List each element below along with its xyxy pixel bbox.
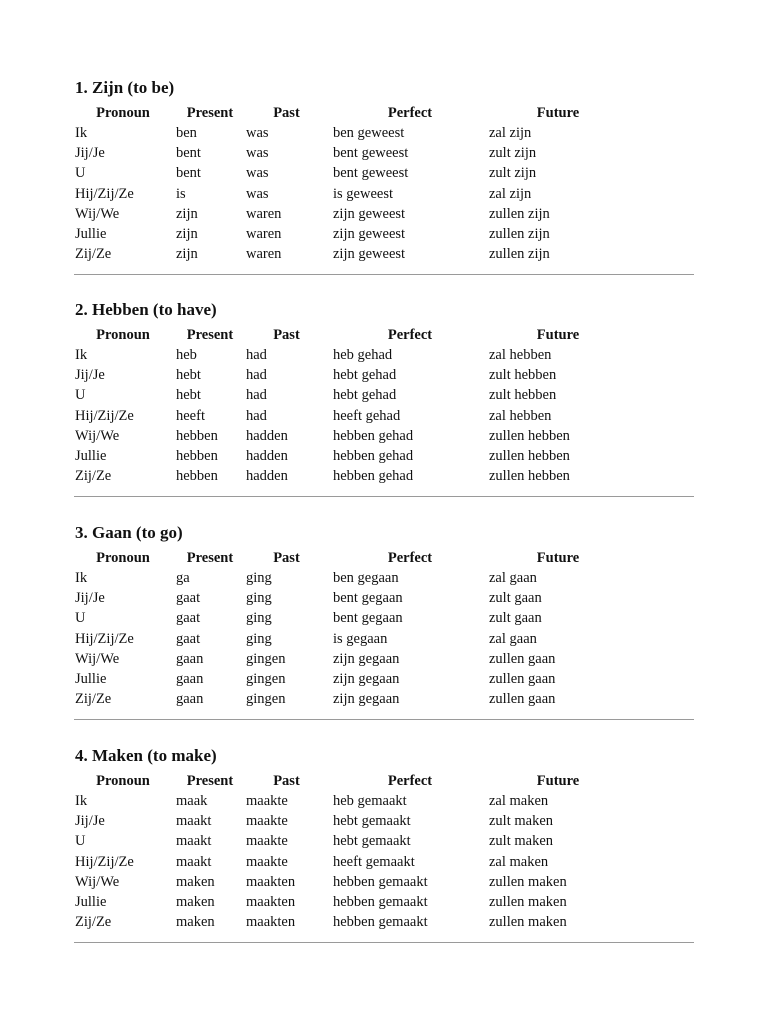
pronoun-cell: Jij/Je <box>75 590 105 607</box>
future-cell: zullen hebben <box>489 427 570 444</box>
present-cell: heeft <box>176 407 205 424</box>
present-cell: bent <box>176 145 201 162</box>
header-present: Present <box>186 550 234 566</box>
perfect-cell: ben gegaan <box>333 570 399 586</box>
perfect-cell: zijn geweest <box>333 205 406 222</box>
present-cell: gaat <box>176 630 201 647</box>
header-perfect: Perfect <box>387 773 433 789</box>
past-cell: was <box>246 145 269 162</box>
present-cell: zijn <box>176 246 198 263</box>
conjugation-table <box>74 548 694 709</box>
table-body <box>74 123 694 264</box>
present-cell: zijn <box>176 205 198 222</box>
pronoun-cell: Wij/We <box>75 873 120 890</box>
pronoun-cell: Jullie <box>75 448 107 465</box>
table-row <box>74 872 694 892</box>
table-row <box>74 184 694 204</box>
past-cell: gingen <box>246 650 286 667</box>
perfect-cell: heb gehad <box>333 347 393 363</box>
pronoun-cell: Hij/Zij/Ze <box>75 630 134 647</box>
header-perfect: Perfect <box>387 327 433 343</box>
present-cell: maak <box>176 793 208 809</box>
past-cell: had <box>246 367 267 384</box>
future-cell: zal maken <box>489 793 549 809</box>
conjugation-table <box>74 771 694 932</box>
present-cell: maakt <box>176 813 212 830</box>
pronoun-cell: Jullie <box>75 226 107 243</box>
section-title: 3. Gaan (to go) <box>75 523 183 542</box>
past-cell: ging <box>246 610 272 627</box>
perfect-cell: hebt gemaakt <box>333 813 411 830</box>
future-cell: zult gaan <box>489 590 542 607</box>
past-cell: maakten <box>246 894 296 911</box>
present-cell: hebt <box>176 367 201 384</box>
future-cell: zal zijn <box>489 185 532 202</box>
perfect-cell: hebben gemaakt <box>333 894 428 911</box>
table-row <box>74 811 694 831</box>
future-cell: zult hebben <box>489 387 557 404</box>
section-divider <box>74 942 694 943</box>
pronoun-cell: U <box>75 165 86 182</box>
table-row <box>74 244 694 264</box>
header-future: Future <box>536 105 580 121</box>
conjugation-table <box>74 103 694 264</box>
table-row <box>74 466 694 486</box>
header-future: Future <box>536 550 580 566</box>
present-cell: bent <box>176 165 201 182</box>
header-future: Future <box>536 773 580 789</box>
perfect-cell: bent gegaan <box>333 590 403 607</box>
past-cell: maakte <box>246 793 288 809</box>
pronoun-cell: Ik <box>75 793 88 809</box>
past-cell: maakten <box>246 873 296 890</box>
past-cell: maakte <box>246 853 288 870</box>
table-header-row <box>74 325 694 345</box>
table-row <box>74 568 694 588</box>
future-cell: zullen maken <box>489 914 567 931</box>
perfect-cell: hebben gemaakt <box>333 873 428 890</box>
pronoun-cell: Zij/Ze <box>75 691 112 708</box>
past-cell: was <box>246 185 269 202</box>
table-row <box>74 629 694 649</box>
pronoun-cell: Jullie <box>75 894 107 911</box>
header-past: Past <box>273 773 300 789</box>
future-cell: zal hebben <box>489 347 552 363</box>
present-cell: gaan <box>176 650 204 667</box>
table-row <box>74 608 694 628</box>
past-cell: ging <box>246 590 272 607</box>
section-title: 1. Zijn (to be) <box>75 78 175 97</box>
past-cell: gingen <box>246 691 286 708</box>
pronoun-cell: U <box>75 833 86 850</box>
perfect-cell: zijn geweest <box>333 246 406 263</box>
past-cell: maakten <box>246 914 296 931</box>
perfect-cell: heeft gehad <box>333 407 401 424</box>
header-pronoun: Pronoun <box>96 105 150 121</box>
past-cell: waren <box>246 226 282 243</box>
header-present: Present <box>186 105 234 121</box>
pronoun-cell: Hij/Zij/Ze <box>75 407 134 424</box>
present-cell: hebben <box>176 427 218 444</box>
future-cell: zult maken <box>489 833 554 850</box>
past-cell: waren <box>246 205 282 222</box>
section-divider <box>74 274 694 275</box>
past-cell: maakte <box>246 813 288 830</box>
table-row <box>74 912 694 932</box>
pronoun-cell: Ik <box>75 570 88 586</box>
past-cell: ging <box>246 570 272 586</box>
past-cell: waren <box>246 246 282 263</box>
past-cell: had <box>246 407 267 424</box>
present-cell: maken <box>176 914 215 931</box>
past-cell: had <box>246 347 267 363</box>
pronoun-cell: Jij/Je <box>75 145 105 162</box>
past-cell: hadden <box>246 468 288 485</box>
perfect-cell: hebben gehad <box>333 427 414 444</box>
perfect-cell: bent geweest <box>333 165 409 182</box>
table-row <box>74 224 694 244</box>
table-row <box>74 365 694 385</box>
pronoun-cell: Wij/We <box>75 650 120 667</box>
header-present: Present <box>186 327 234 343</box>
table-row <box>74 588 694 608</box>
header-future: Future <box>536 327 580 343</box>
conjugation-table <box>74 325 694 486</box>
section-title: 2. Hebben (to have) <box>75 300 217 319</box>
future-cell: zult gaan <box>489 610 542 627</box>
pronoun-cell: Ik <box>75 125 88 141</box>
pronoun-cell: Jij/Je <box>75 367 105 384</box>
pronoun-cell: Zij/Ze <box>75 246 112 263</box>
perfect-cell: bent gegaan <box>333 610 403 627</box>
perfect-cell: hebben gehad <box>333 468 414 485</box>
future-cell: zal zijn <box>489 125 532 141</box>
perfect-cell: zijn gegaan <box>333 650 400 667</box>
present-cell: maken <box>176 894 215 911</box>
perfect-cell: zijn geweest <box>333 226 406 243</box>
pronoun-cell: Wij/We <box>75 427 120 444</box>
table-row <box>74 204 694 224</box>
table-row <box>74 143 694 163</box>
future-cell: zullen maken <box>489 894 567 911</box>
section-divider <box>74 719 694 720</box>
table-row <box>74 831 694 851</box>
pronoun-cell: Ik <box>75 347 88 363</box>
header-perfect: Perfect <box>387 550 433 566</box>
present-cell: hebt <box>176 387 201 404</box>
header-pronoun: Pronoun <box>96 773 150 789</box>
past-cell: ging <box>246 630 272 647</box>
present-cell: maakt <box>176 833 212 850</box>
table-row <box>74 669 694 689</box>
past-cell: was <box>246 125 269 141</box>
perfect-cell: zijn gegaan <box>333 691 400 708</box>
future-cell: zult zijn <box>489 165 537 182</box>
table-row <box>74 426 694 446</box>
future-cell: zullen gaan <box>489 650 556 667</box>
present-cell: gaat <box>176 610 201 627</box>
present-cell: zijn <box>176 226 198 243</box>
perfect-cell: hebben gehad <box>333 448 414 465</box>
future-cell: zal maken <box>489 853 549 870</box>
table-header-row <box>74 103 694 123</box>
pronoun-cell: Wij/We <box>75 205 120 222</box>
perfect-cell: hebt gehad <box>333 387 397 404</box>
future-cell: zullen zijn <box>489 205 550 222</box>
present-cell: is <box>176 185 186 202</box>
pronoun-cell: U <box>75 387 86 404</box>
table-row <box>74 852 694 872</box>
perfect-cell: is geweest <box>333 185 393 202</box>
perfect-cell: bent geweest <box>333 145 409 162</box>
future-cell: zullen hebben <box>489 468 570 485</box>
table-row <box>74 689 694 709</box>
header-past: Past <box>273 550 300 566</box>
future-cell: zal gaan <box>489 570 537 586</box>
pronoun-cell: Hij/Zij/Ze <box>75 853 134 870</box>
past-cell: gingen <box>246 671 286 688</box>
future-cell: zullen gaan <box>489 671 556 688</box>
perfect-cell: heeft gemaakt <box>333 853 415 870</box>
table-row <box>74 406 694 426</box>
present-cell: gaat <box>176 590 201 607</box>
header-pronoun: Pronoun <box>96 550 150 566</box>
future-cell: zult zijn <box>489 145 537 162</box>
future-cell: zullen hebben <box>489 448 570 465</box>
perfect-cell: heb gemaakt <box>333 793 407 809</box>
table-row <box>74 649 694 669</box>
past-cell: maakte <box>246 833 288 850</box>
future-cell: zal gaan <box>489 630 537 647</box>
present-cell: hebben <box>176 448 218 465</box>
past-cell: was <box>246 165 269 182</box>
table-body <box>74 791 694 932</box>
future-cell: zullen zijn <box>489 226 550 243</box>
present-cell: maakt <box>176 853 212 870</box>
header-present: Present <box>186 773 234 789</box>
table-header-row <box>74 771 694 791</box>
present-cell: heb <box>176 347 197 363</box>
present-cell: gaan <box>176 691 204 708</box>
pronoun-cell: Hij/Zij/Ze <box>75 185 134 202</box>
header-past: Past <box>273 105 300 121</box>
past-cell: hadden <box>246 448 288 465</box>
present-cell: ben <box>176 125 197 141</box>
table-row <box>74 163 694 183</box>
perfect-cell: is gegaan <box>333 630 388 647</box>
future-cell: zult maken <box>489 813 554 830</box>
pronoun-cell: Jij/Je <box>75 813 105 830</box>
future-cell: zullen maken <box>489 873 567 890</box>
table-row <box>74 385 694 405</box>
past-cell: hadden <box>246 427 288 444</box>
header-pronoun: Pronoun <box>96 327 150 343</box>
past-cell: had <box>246 387 267 404</box>
perfect-cell: hebt gehad <box>333 367 397 384</box>
present-cell: hebben <box>176 468 218 485</box>
header-perfect: Perfect <box>387 105 433 121</box>
present-cell: ga <box>176 570 190 586</box>
pronoun-cell: U <box>75 610 86 627</box>
table-row <box>74 446 694 466</box>
table-row <box>74 345 694 365</box>
pronoun-cell: Zij/Ze <box>75 914 112 931</box>
table-row <box>74 892 694 912</box>
table-body <box>74 345 694 486</box>
perfect-cell: ben geweest <box>333 125 405 141</box>
section-title: 4. Maken (to make) <box>75 746 217 765</box>
table-row <box>74 791 694 811</box>
table-header-row <box>74 548 694 568</box>
table-row <box>74 123 694 143</box>
future-cell: zult hebben <box>489 367 557 384</box>
future-cell: zullen gaan <box>489 691 556 708</box>
present-cell: maken <box>176 873 215 890</box>
header-past: Past <box>273 327 300 343</box>
perfect-cell: hebben gemaakt <box>333 914 428 931</box>
pronoun-cell: Zij/Ze <box>75 468 112 485</box>
pronoun-cell: Jullie <box>75 671 107 688</box>
future-cell: zal hebben <box>489 407 552 424</box>
section-divider <box>74 496 694 497</box>
table-body <box>74 568 694 709</box>
future-cell: zullen zijn <box>489 246 550 263</box>
perfect-cell: hebt gemaakt <box>333 833 411 850</box>
perfect-cell: zijn gegaan <box>333 671 400 688</box>
present-cell: gaan <box>176 671 204 688</box>
